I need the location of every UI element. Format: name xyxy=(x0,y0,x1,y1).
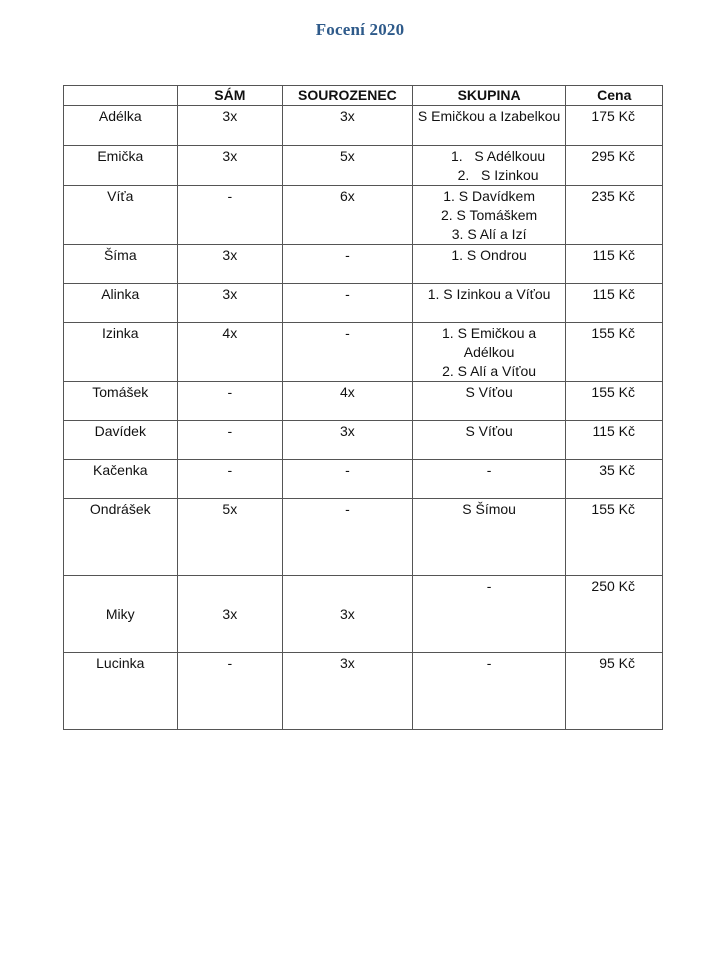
skupina-line: S Emičkou a Izabelkou xyxy=(417,108,561,124)
cell-skupina xyxy=(412,653,566,730)
skupina-line: - xyxy=(486,462,492,478)
cell-cena: 155 Kč xyxy=(566,382,663,421)
skupina-line: 2. S Alí a Víťou xyxy=(442,363,537,379)
cell-skupina xyxy=(412,323,566,382)
cell-cena: 175 Kč xyxy=(566,106,663,146)
header-row xyxy=(64,86,663,106)
skupina-line: 1. S Ondrou xyxy=(451,247,527,263)
cell-name: Tomášek xyxy=(64,382,178,421)
cell-skupina xyxy=(412,245,566,284)
cell-sam: 3x xyxy=(177,284,283,323)
cell-cena: 295 Kč xyxy=(566,146,663,186)
cell-sourozenec: 4x xyxy=(283,382,413,421)
skupina-line: S Šímou xyxy=(462,501,516,517)
cell-sam: 3x xyxy=(177,245,283,284)
cell-cena: 115 Kč xyxy=(566,245,663,284)
cell-sourozenec: - xyxy=(283,323,413,382)
table-row xyxy=(64,323,663,382)
cell-sourozenec: 6x xyxy=(283,186,413,245)
cell-name: Emička xyxy=(64,146,178,186)
cell-sam: - xyxy=(177,460,283,499)
cell-sourozenec: - xyxy=(283,245,413,284)
cell-sam: - xyxy=(177,382,283,421)
skupina-line: S Víťou xyxy=(465,423,513,439)
cell-sourozenec: 3x xyxy=(283,576,413,653)
cell-cena: 250 Kč xyxy=(566,576,663,653)
skupina-line: 3. S Alí a Izí xyxy=(451,226,527,242)
cell-name: Ondrášek xyxy=(64,499,178,576)
skupina-line: 2. S Tomáškem xyxy=(440,207,538,223)
cell-sourozenec: - xyxy=(283,460,413,499)
table-row xyxy=(64,382,663,421)
skupina-line: 2. S Izinkou xyxy=(457,167,539,183)
table-row xyxy=(64,653,663,730)
skupina-line: - xyxy=(486,655,492,671)
skupina-line: 1. S Izinkou a Víťou xyxy=(427,286,551,302)
cell-skupina xyxy=(412,421,566,460)
cell-cena: 235 Kč xyxy=(566,186,663,245)
cell-cena: 95 Kč xyxy=(566,653,663,730)
cell-sam: 3x xyxy=(177,576,283,653)
table-row xyxy=(64,499,663,576)
cell-skupina xyxy=(412,284,566,323)
cell-name: Kačenka xyxy=(64,460,178,499)
header-sourozenec: SOUROZENEC xyxy=(283,86,413,106)
cell-cena: 115 Kč xyxy=(566,421,663,460)
cell-skupina xyxy=(412,106,566,146)
cell-sam: - xyxy=(177,421,283,460)
table-row xyxy=(64,245,663,284)
table-row xyxy=(64,186,663,245)
cell-sam: 4x xyxy=(177,323,283,382)
cell-name: Lucinka xyxy=(64,653,178,730)
skupina-line: S Víťou xyxy=(465,384,513,400)
cell-skupina xyxy=(412,460,566,499)
cell-cena: 115 Kč xyxy=(566,284,663,323)
cell-skupina xyxy=(412,499,566,576)
header-cena: Cena xyxy=(566,86,663,106)
table-row xyxy=(64,146,663,186)
skupina-line: Adélkou xyxy=(463,344,515,360)
cell-sourozenec: 5x xyxy=(283,146,413,186)
cell-cena: 35 Kč xyxy=(566,460,663,499)
cell-name: Adélka xyxy=(64,106,178,146)
page-title: Focení 2020 xyxy=(315,20,405,39)
cell-name: Alinka xyxy=(64,284,178,323)
cell-sourozenec: 3x xyxy=(283,421,413,460)
cell-sam: 3x xyxy=(177,106,283,146)
cell-name: Šíma xyxy=(64,245,178,284)
cell-cena: 155 Kč xyxy=(566,323,663,382)
cell-sourozenec: 3x xyxy=(283,106,413,146)
cell-sam: - xyxy=(177,653,283,730)
skupina-line: 1. S Davídkem xyxy=(443,188,536,204)
skupina-line: 1. S Emičkou a xyxy=(442,325,537,341)
cell-name: Davídek xyxy=(64,421,178,460)
skupina-line: - xyxy=(486,578,492,594)
photo-table xyxy=(63,85,663,730)
header-sam: SÁM xyxy=(177,86,283,106)
cell-name: Izinka xyxy=(64,323,178,382)
header-name xyxy=(64,86,178,106)
cell-skupina xyxy=(412,382,566,421)
cell-sam: 5x xyxy=(177,499,283,576)
cell-skupina xyxy=(412,146,566,186)
skupina-line: 1. S Adélkouu xyxy=(451,148,546,164)
cell-sourozenec: - xyxy=(283,499,413,576)
table-row xyxy=(64,106,663,146)
cell-skupina xyxy=(412,186,566,245)
table-row xyxy=(64,460,663,499)
cell-sourozenec: - xyxy=(283,284,413,323)
header-skupina: SKUPINA xyxy=(412,86,566,106)
cell-sam: - xyxy=(177,186,283,245)
cell-skupina xyxy=(412,576,566,653)
cell-sam: 3x xyxy=(177,146,283,186)
cell-name: Miky xyxy=(64,576,178,653)
table-row xyxy=(64,284,663,323)
table-row xyxy=(64,576,663,653)
cell-sourozenec: 3x xyxy=(283,653,413,730)
table-row xyxy=(64,421,663,460)
cell-cena: 155 Kč xyxy=(566,499,663,576)
cell-name: Víťa xyxy=(64,186,178,245)
